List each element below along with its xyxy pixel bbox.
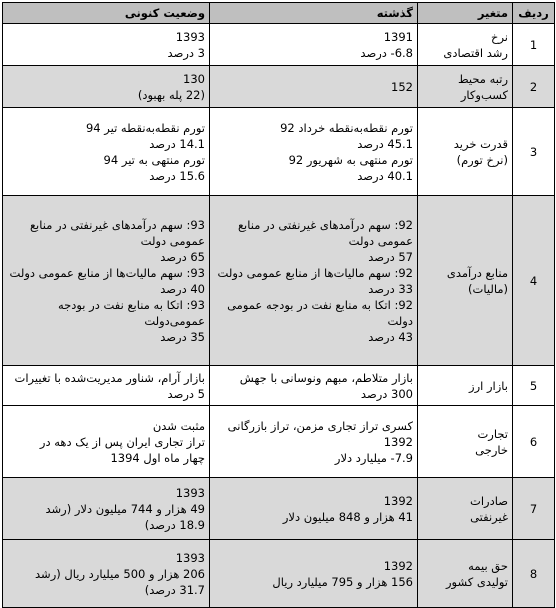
current-cell-line: 18.9 درصد) (144, 517, 205, 532)
row-index: 3 (513, 108, 555, 196)
table-row (3, 478, 555, 540)
past-cell-line: 1392 (383, 493, 413, 508)
past-cell-line: بازار متلاطم، مبهم ونوسانی با جهش (239, 370, 413, 385)
past-cell-line: 45.1 درصد (357, 136, 413, 151)
header-index: ردیف (513, 3, 555, 24)
table-row (3, 366, 555, 406)
current-cell-line: 1393 (175, 485, 205, 500)
past-cell-line: 33 درصد (368, 281, 413, 296)
past-cell-line: 152 (391, 79, 413, 94)
variable-cell (418, 196, 513, 366)
current-cell (3, 540, 210, 608)
past-cell-line: 92: سهم درآمدهای غیرنفتی در منابع (237, 217, 413, 232)
past-cell (210, 108, 418, 196)
row-index: 1 (513, 24, 555, 66)
variable-cell-line: (نرخ تورم) (456, 152, 508, 167)
row-index: 6 (513, 406, 555, 478)
current-cell-line: 3 درصد (167, 45, 205, 60)
row-index: 2 (513, 66, 555, 108)
past-cell-line: 1392 (383, 558, 413, 573)
variable-cell-line: قدرت خرید (453, 136, 508, 151)
past-cell (210, 406, 418, 478)
past-cell (210, 540, 418, 608)
variable-cell-line: رشد اقتصادی (443, 45, 508, 60)
variable-cell (418, 108, 513, 196)
header-variable: متغیر (418, 3, 513, 24)
variable-cell-line: حق بیمه (468, 558, 508, 573)
past-cell-line: 57 درصد (368, 249, 413, 264)
table-row (3, 540, 555, 608)
current-cell (3, 478, 210, 540)
variable-cell-line: بازار ارز (469, 378, 508, 393)
current-cell-line: تورم منتهی به تیر 94 (103, 152, 205, 167)
header-row (3, 3, 555, 24)
past-cell-line: 41 هزار و 848 میلیون دلار (282, 509, 413, 524)
past-cell-line: 43 درصد (368, 329, 413, 344)
variable-cell-line: صادرات (470, 493, 508, 508)
past-cell-line: تورم نقطه‌به‌نقطه خرداد 92 (280, 120, 413, 135)
variable-cell-line: تولیدی کشور (445, 574, 508, 589)
past-cell-line: 92: سهم مالیات‌ها از منابع عمومی دولت (217, 265, 413, 280)
current-cell (3, 108, 210, 196)
current-cell (3, 24, 210, 66)
row-index: 7 (513, 478, 555, 540)
variable-cell-line: رتبه محیط (457, 71, 508, 86)
past-cell-line: عمومی دولت (348, 233, 413, 248)
variable-cell (418, 540, 513, 608)
current-cell-line: 5 درصد (167, 386, 205, 401)
current-cell-line: 206 هزار و 500 میلیارد ریال (رشد (35, 566, 205, 581)
past-cell-line: تورم منتهی به شهریور 92 (288, 152, 413, 167)
table-row (3, 24, 555, 66)
current-cell-line: 31.7 درصد) (144, 582, 205, 597)
current-cell (3, 66, 210, 108)
table-row (3, 406, 555, 478)
current-cell-line: 93: سهم مالیات‌ها از منابع عمومی دولت (9, 265, 205, 280)
comparison-table (2, 2, 555, 608)
variable-cell-line: (مالیات) (468, 281, 508, 296)
variable-cell (418, 66, 513, 108)
current-cell-line: چهار ماه اول 1394 (110, 450, 205, 465)
current-cell-line: بازار آرام، شناور مدیریت‌شده با تغییرات (14, 370, 205, 385)
past-cell-line: کسری تراز تجاری مزمن، تراز بازرگانی (227, 418, 413, 433)
current-cell-line: 93: اتکا به منابع نفت در بودجه (57, 297, 205, 312)
table-row (3, 108, 555, 196)
current-cell-line: عمومی دولت (140, 233, 205, 248)
past-cell-line: 1391 (383, 29, 413, 44)
variable-cell-line: نرخ (491, 29, 508, 44)
variable-cell (418, 366, 513, 406)
table-row (3, 66, 555, 108)
past-cell (210, 366, 418, 406)
row-index: 8 (513, 540, 555, 608)
variable-cell (418, 24, 513, 66)
variable-cell-line: کسب‌وکار (460, 87, 508, 102)
past-cell (210, 24, 418, 66)
past-cell-line: 40.1 درصد (357, 168, 413, 183)
variable-cell-line: خارجی (475, 442, 508, 457)
current-cell-line: 93: سهم درآمدهای غیرنفتی در منابع (29, 217, 205, 232)
past-cell-line: 156 هزار و 795 میلیارد ریال (272, 574, 413, 589)
row-index: 5 (513, 366, 555, 406)
current-cell-line: 15.6 درصد (149, 168, 205, 183)
current-cell (3, 196, 210, 366)
current-cell-line: (22 پله بهبود) (137, 87, 205, 102)
current-cell-line: 1393 (175, 29, 205, 44)
current-cell-line: 14.1 درصد (149, 136, 205, 151)
variable-cell (418, 406, 513, 478)
current-cell-line: تراز تجاری ایران پس از یک دهه در (39, 434, 205, 449)
current-cell-line: 130 (183, 71, 205, 86)
past-cell (210, 478, 418, 540)
past-cell-line: دولت (387, 313, 413, 328)
header-current: وضعیت کنونی (3, 3, 210, 24)
current-cell-line: عمومی‌دولت (144, 313, 205, 328)
variable-cell-line: غیرنفتی (470, 509, 508, 524)
variable-cell-line: تجارت (477, 426, 508, 441)
past-cell-line: 6.8- درصد (360, 45, 413, 60)
variable-cell-line: منابع درآمدی (446, 265, 508, 280)
current-cell-line: 65 درصد (160, 249, 205, 264)
table-row (3, 196, 555, 366)
current-cell-line: 1393 (175, 550, 205, 565)
current-cell-line: 40 درصد (160, 281, 205, 296)
past-cell-line: 7.9- میلیارد دلار (334, 450, 413, 465)
current-cell (3, 366, 210, 406)
past-cell (210, 196, 418, 366)
current-cell (3, 406, 210, 478)
current-cell-line: تورم نقطه‌به‌نقطه تیر 94 (85, 120, 205, 135)
current-cell-line: مثبت شدن (152, 418, 205, 433)
past-cell-line: 1392 (383, 434, 413, 449)
past-cell (210, 66, 418, 108)
row-index: 4 (513, 196, 555, 366)
past-cell-line: 300 درصد (360, 386, 413, 401)
past-cell-line: 92: اتکا به منابع نفت در بودجه عمومی (227, 297, 413, 312)
current-cell-line: 49 هزار و 744 میلیون دلار (رشد (45, 501, 205, 516)
variable-cell (418, 478, 513, 540)
header-past: گذشته (210, 3, 418, 24)
current-cell-line: 35 درصد (160, 329, 205, 344)
